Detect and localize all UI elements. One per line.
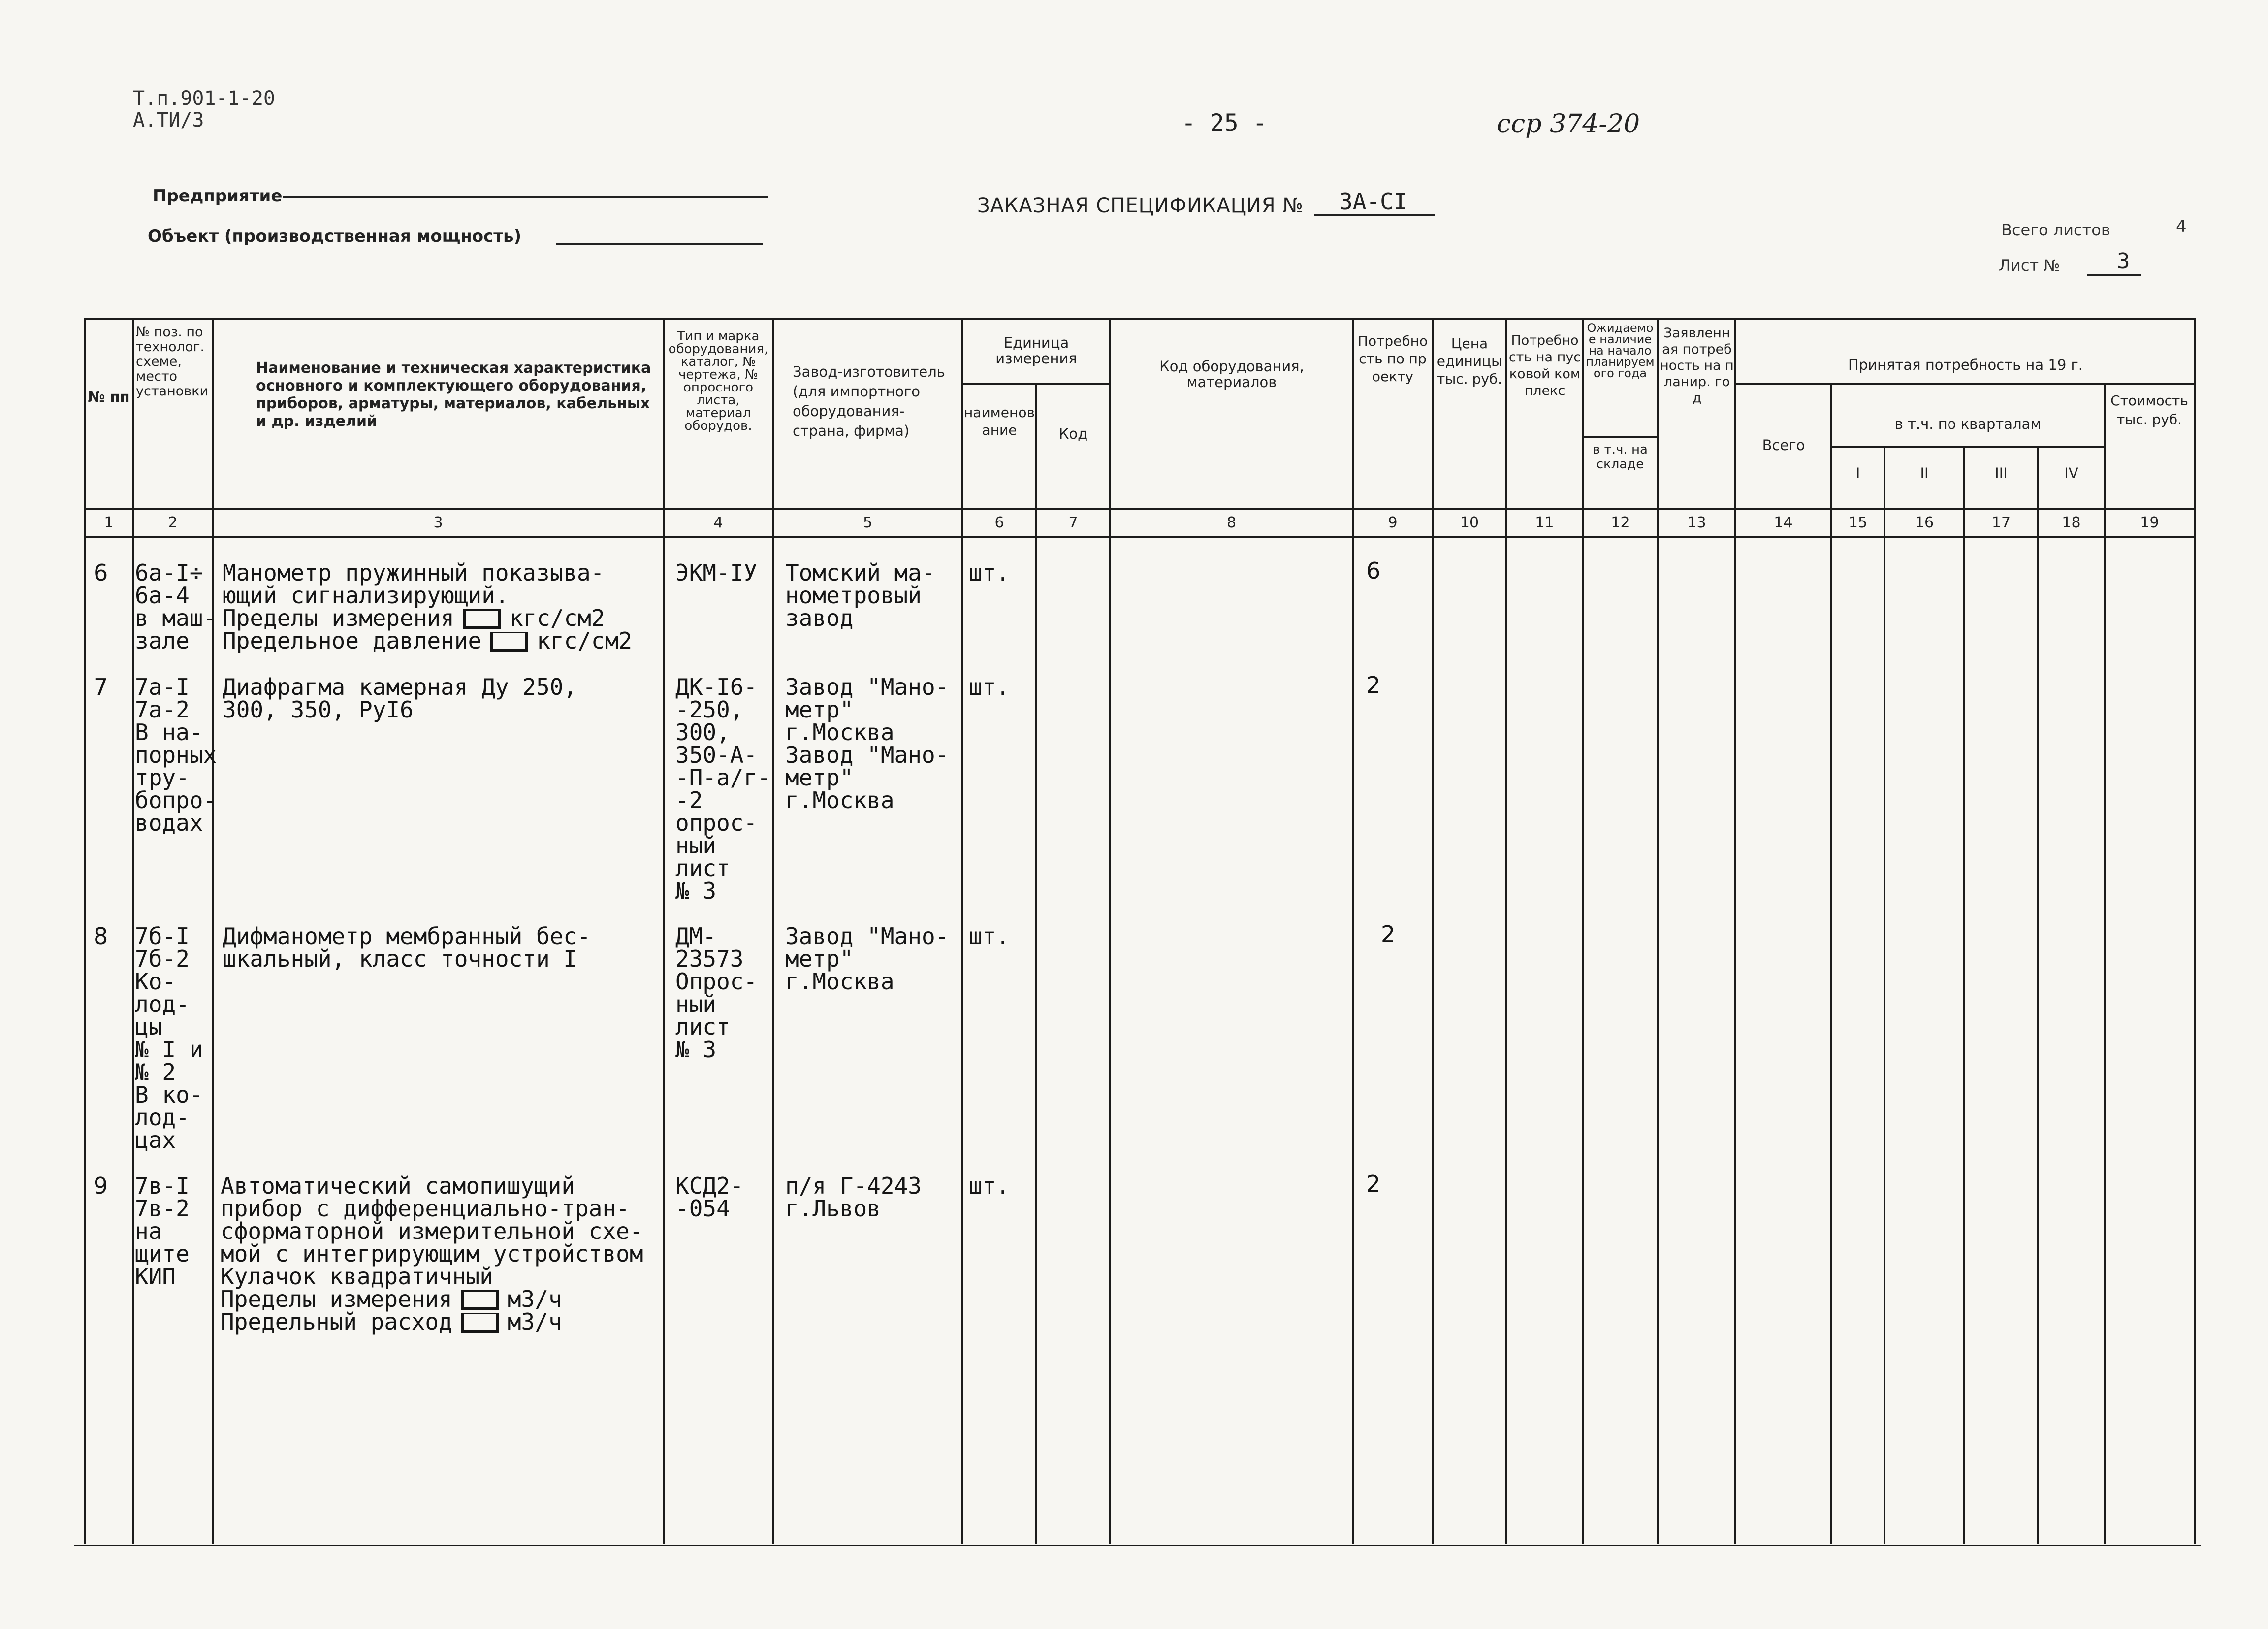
colnum-7: 7 <box>1068 514 1078 531</box>
row-name-line: Пределы измерения <box>221 1286 452 1312</box>
col1-header: № пп <box>88 389 130 405</box>
total-sheets-value: 4 <box>2176 217 2187 236</box>
row-no: 6 <box>94 559 108 586</box>
row-name-line: Пределы измерения <box>223 605 454 631</box>
row-name-line: Манометр пружинный показыва- <box>223 559 605 586</box>
empty-value-box <box>461 1313 499 1333</box>
colnum-8: 8 <box>1226 514 1237 531</box>
row-name-line: прибор с дифференциально-тран- <box>221 1195 630 1222</box>
row-type: ДМ- 23573 Опрос- ный лист № 3 <box>675 923 758 1063</box>
colnum-10: 10 <box>1460 514 1479 531</box>
col5-header: Завод-изготовитель (для импортного оборудования-страна, фирма) <box>793 363 945 439</box>
colnum-11: 11 <box>1535 514 1554 531</box>
col2-header: № поз. по технолог. схеме, место установки <box>136 325 209 399</box>
row-name-unit: кгс/см2 <box>537 627 633 654</box>
row-name: Дифманометр мембранный бес- шкальный, класс точности I <box>223 923 591 972</box>
col8-header: Код оборудования, материалов <box>1159 358 1304 390</box>
row-name-line: Автоматический самопишущий <box>221 1173 575 1199</box>
row-plant: Завод "Мано- метр" г.Москва <box>785 923 949 995</box>
enterprise-label: Предприятие <box>153 186 283 206</box>
colnum-4: 4 <box>713 514 723 531</box>
colnum-19: 19 <box>2140 514 2159 531</box>
spec-title: ЗАКАЗНАЯ СПЕЦИФИКАЦИЯ № <box>977 195 1304 217</box>
row-plant: п/я Г-4243 г.Львов <box>785 1173 922 1222</box>
row-name-unit: м3/ч <box>507 1286 562 1312</box>
row-no: 7 <box>94 674 108 700</box>
total-sheets-label: Всего листов <box>2001 221 2110 239</box>
col12-bottom-header: в т.ч. на складе <box>1593 442 1648 472</box>
empty-value-box <box>463 609 501 629</box>
colnum-17: 17 <box>1991 514 2011 531</box>
q2-header: II <box>1920 465 1929 481</box>
colnum-15: 15 <box>1848 514 1868 531</box>
object-label: Объект (производственная мощность) <box>148 227 522 246</box>
colnum-3: 3 <box>433 514 443 531</box>
row-name-line: мой с интегрирующим устройством <box>221 1240 643 1267</box>
row-qty: 6 <box>1366 557 1381 584</box>
unit-group-header: Единица измерения <box>995 335 1077 366</box>
col7-header: Код <box>1058 426 1088 442</box>
row-name-unit: кгс/см2 <box>509 605 605 631</box>
row-type: ЭКМ-IУ <box>675 559 758 586</box>
row-name <box>221 1174 643 1333</box>
colnum-13: 13 <box>1687 514 1706 531</box>
colnum-18: 18 <box>2062 514 2081 531</box>
row-no: 8 <box>94 923 108 949</box>
row-no: 9 <box>94 1173 108 1199</box>
quarters-header: в т.ч. по кварталам <box>1894 416 2042 432</box>
row-type: КСД2- -054 <box>675 1173 744 1222</box>
col4-header: Тип и марка оборудования, каталог, № чертежа, № опросного листа, материал оборудов. <box>668 330 768 432</box>
spec-number: 3А-СI <box>1339 188 1407 215</box>
col11-header: Потребность на пусковой комплекс <box>1508 333 1581 398</box>
colnum-9: 9 <box>1388 514 1398 531</box>
row-type: ДК-I6- -250, 300, 350-А- -П-а/г- -2 опрос- ный лист № 3 <box>675 674 771 904</box>
page-number: - 25 - <box>1182 109 1267 137</box>
row-unit: шт. <box>969 559 1010 586</box>
row-name-line: Предельный расход <box>221 1308 452 1335</box>
row-pos: 7а-I 7а-2 В на- порных тру- бопро- водах <box>135 674 217 836</box>
q1-header: I <box>1855 465 1860 481</box>
row-unit: шт. <box>969 674 1010 700</box>
document-code-line1: Т.п.901-1-20 <box>133 87 275 110</box>
row-qty: 2 <box>1366 1171 1381 1197</box>
row-name-unit: м3/ч <box>507 1308 562 1335</box>
col9-header: Потребность по проекту <box>1357 333 1428 385</box>
sheet-value: 3 <box>2117 249 2130 274</box>
accepted-group-header: Принятая потребность на 19 г. <box>1848 357 2083 373</box>
colnum-1: 1 <box>104 514 114 531</box>
registration-stamp: сср 374-20 <box>1497 109 1640 139</box>
q4-header: IV <box>2064 465 2078 481</box>
row-qty: 2 <box>1366 672 1381 698</box>
col13-header: Заявленная потребность на планир. год <box>1660 326 1734 406</box>
row-name-line: Предельное давление <box>223 627 482 654</box>
col10-header: Цена единицы тыс. руб. <box>1437 335 1502 387</box>
row-name-line: Кулачок квадратичный <box>221 1263 493 1290</box>
row-name-line: ющий сигнализирующий. <box>223 582 509 609</box>
empty-value-box <box>461 1290 499 1310</box>
colnum-14: 14 <box>1774 514 1793 531</box>
row-unit: шт. <box>969 923 1010 949</box>
row-unit: шт. <box>969 1173 1010 1199</box>
sheet-label: Лист № <box>1999 256 2060 275</box>
col14-header: Всего <box>1762 437 1805 453</box>
row-name <box>223 561 632 652</box>
row-plant: Томский ма- нометровый завод <box>785 559 935 631</box>
row-pos: 6а-I÷ 6а-4 в маш- зале <box>135 559 217 654</box>
colnum-2: 2 <box>168 514 178 531</box>
row-name-line: сформаторной измерительной схе- <box>221 1218 643 1244</box>
colnum-12: 12 <box>1611 514 1630 531</box>
col6-header: наименование <box>964 404 1035 438</box>
row-pos: 7в-I 7в-2 на щите КИП <box>135 1173 190 1290</box>
empty-value-box <box>490 632 528 652</box>
colnum-5: 5 <box>862 514 873 531</box>
document-code-line2: А.ТИ/3 <box>133 109 204 131</box>
row-pos: 7б-I 7б-2 Ко- лод- цы № I и № 2 В ко- лод- цах <box>135 923 203 1153</box>
row-name: Диафрагма камерная Ду 250, 300, 350, РуI6 <box>223 674 577 723</box>
col12-top-header: Ожидаемое наличие на начало планируемого года <box>1586 323 1655 379</box>
colnum-16: 16 <box>1915 514 1934 531</box>
col19-header: Стоимость тыс. руб. <box>2110 392 2188 427</box>
col3-header: Наименование и техническая характеристика основного и комплектующего оборудования, приборов, арматуры, материалов, кабельных и др. изделий <box>256 359 651 430</box>
q3-header: III <box>1995 465 2008 481</box>
row-plant: Завод "Мано- метр" г.Москва Завод "Мано- метр" г.Москва <box>785 674 949 814</box>
colnum-6: 6 <box>994 514 1004 531</box>
row-qty: 2 <box>1381 921 1396 947</box>
